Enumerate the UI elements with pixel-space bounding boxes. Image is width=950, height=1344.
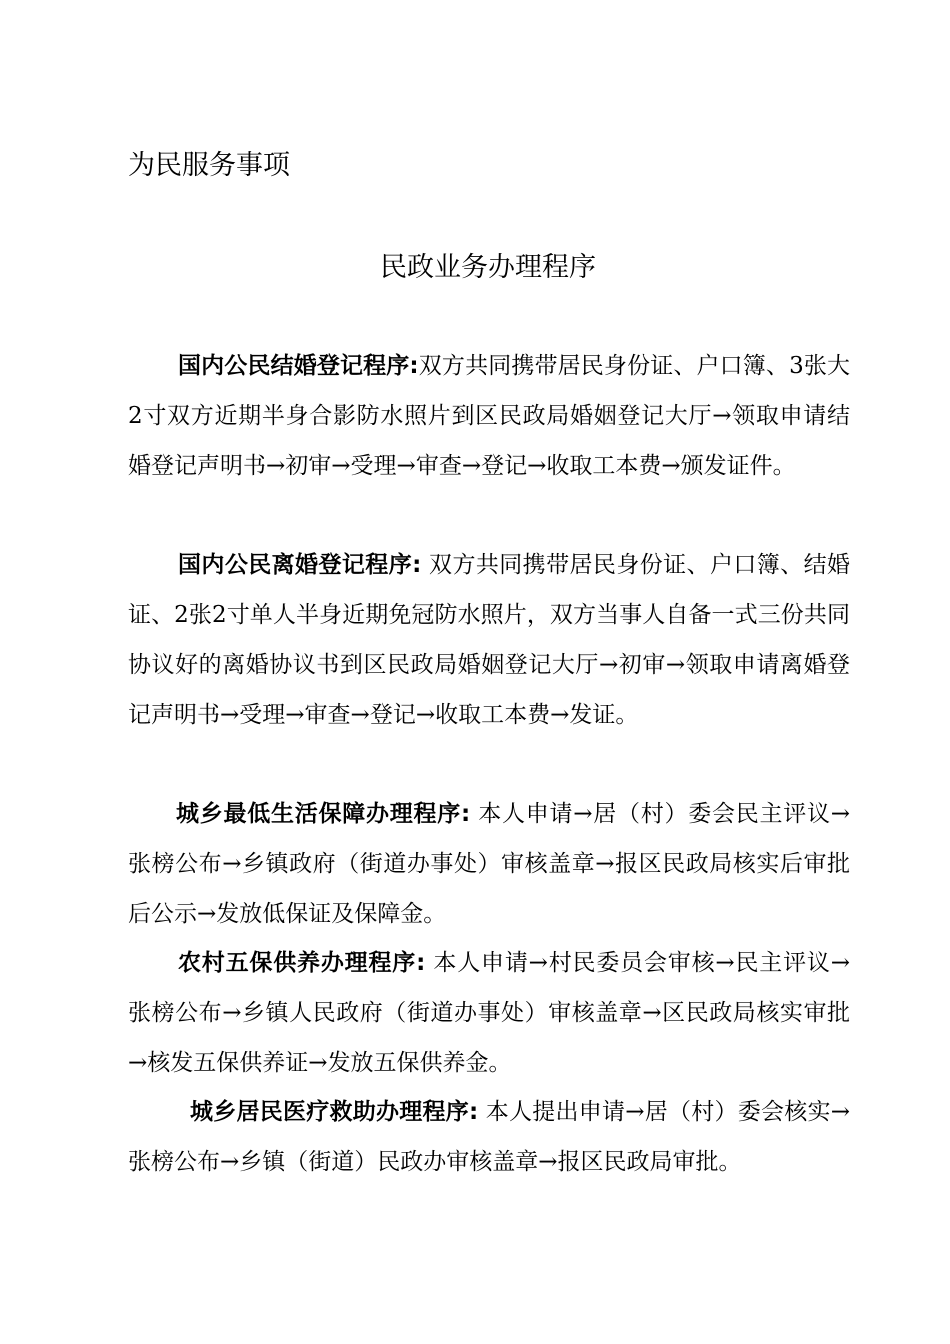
procedure-text: 本人申请→居（村）委会民主评议→张榜公布→乡镇政府（街道办事处）审核盖章→报区民政局核实后审批后公示→发放低保证及保障金。 (128, 801, 850, 927)
procedure-label: 城乡居民医疗救助办理程序: (190, 1099, 479, 1125)
procedure-text: 双方共同携带居民身份证、户口簿、3张大2寸双方近期半身合影防水照片到区民政局婚姻登记大厅→领取申请结婚登记声明书→初审→受理→审查→登记→收取工本费→颁发证件。 (128, 353, 850, 479)
procedure-text: 本人申请→村民委员会审核→民主评议→张榜公布→乡镇人民政府（街道办事处）审核盖章→区民政局核实审批→核发五保供养证→发放五保供养金。 (128, 950, 850, 1076)
procedure-minimum-living-allowance (128, 789, 850, 939)
procedure-label: 国内公民结婚登记程序: (178, 353, 419, 379)
procedure-marriage-registration (128, 341, 850, 491)
document-heading: 为民服务事项 (128, 150, 290, 181)
procedure-label: 国内公民离婚登记程序: (178, 552, 422, 578)
procedure-divorce-registration (128, 540, 850, 740)
document-title: 民政业务办理程序 (380, 252, 596, 283)
procedure-label: 城乡最低生活保障办理程序: (176, 801, 471, 827)
procedure-five-guarantees-support (128, 938, 850, 1088)
procedure-text: 双方共同携带居民身份证、户口簿、结婚证、2张2寸单人半身近期免冠防水照片，双方当事人自备一式三份共同协议好的离婚协议书到区民政局婚姻登记大厅→初审→领取申请离婚登记声明书→受理→审查→登记→收取工本费→发证。 (128, 552, 851, 728)
procedure-medical-assistance (128, 1087, 850, 1187)
procedure-label: 农村五保供养办理程序: (178, 950, 426, 976)
procedure-text: 本人提出申请→居（村）委会核实→张榜公布→乡镇（街道）民政办审核盖章→报区民政局审批。 (128, 1099, 850, 1175)
